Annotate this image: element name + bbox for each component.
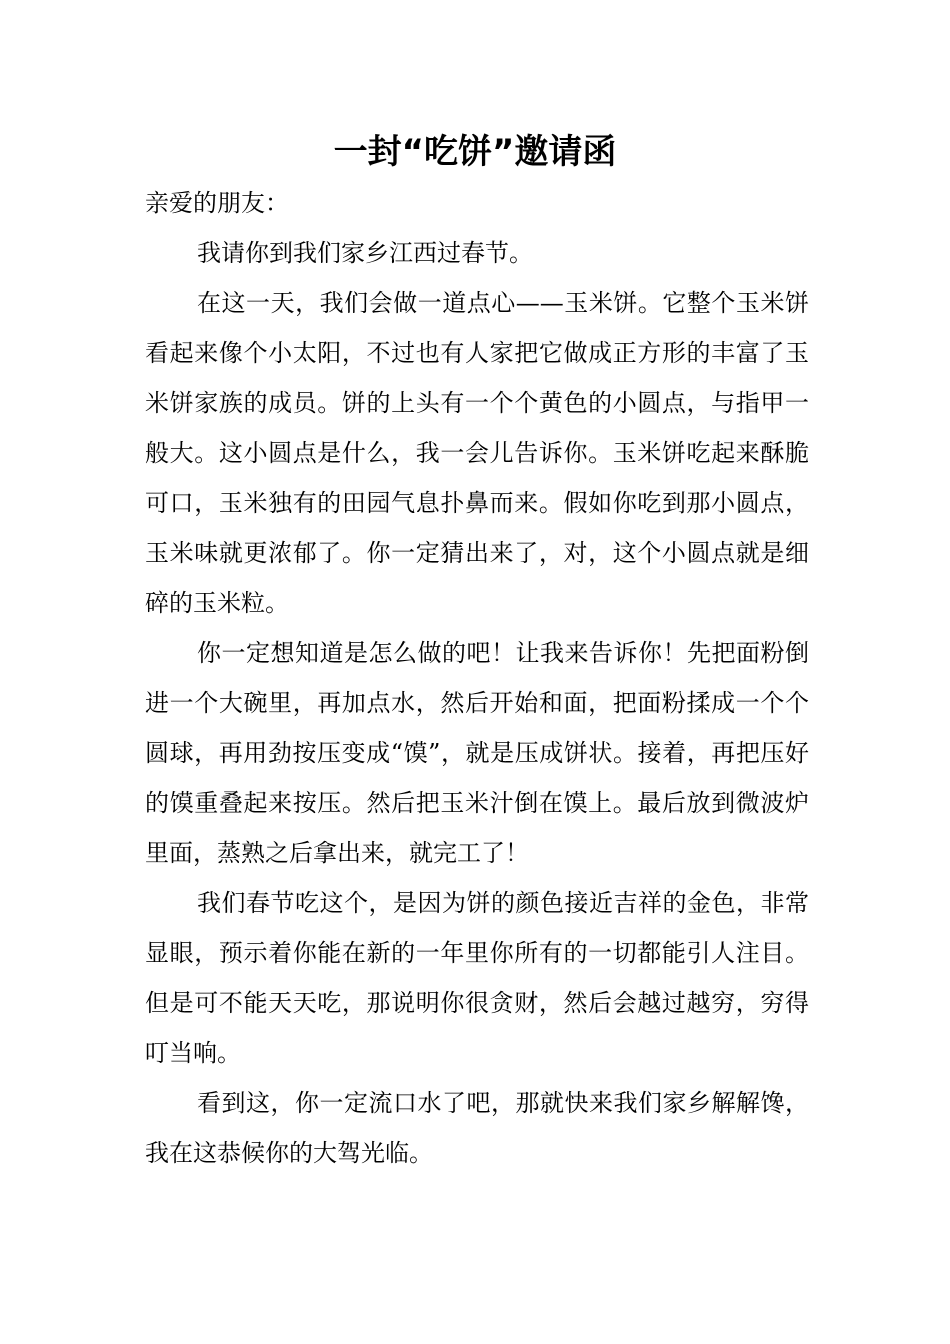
paragraph-2: 在这一天，我们会做一道点心——玉米饼。它整个玉米饼看起来像个小太阳，不过也有人家把它做成正方形的丰富了玉米饼家族的成员。饼的上头有一个个黄色的小圆点，与指甲一般大。这小圆点是什么，我一会儿告诉你。玉米饼吃起来酥脆可口，玉米独有的田园气息扑鼻而来。假如你吃到那小圆点，玉米味就更浓郁了。你一定猜出来了，对，这个小圆点就是细碎的玉米粒。 <box>145 289 809 617</box>
page-title: 一封“吃饼”邀请函 <box>333 132 617 172</box>
paragraph-4: 我们春节吃这个，是因为饼的颜色接近吉祥的金色，非常显眼，预示着你能在新的一年里你所有的一切都能引人注目。但是可不能天天吃，那说明你很贪财，然后会越过越穷，穷得叮当响。 <box>145 889 809 1067</box>
paragraph-1: 我请你到我们家乡江西过春节。 <box>197 239 533 267</box>
paragraph-3: 你一定想知道是怎么做的吧！让我来告诉你！先把面粉倒进一个大碗里，再加点水，然后开始和面，把面粉揉成一个个圆球，再用劲按压变成“馍”，就是压成饼状。接着，再把压好的馍重叠起来按压。然后把玉米汁倒在馍上。最后放到微波炉里面，蒸熟之后拿出来，就完工了！ <box>145 639 809 867</box>
salutation: 亲爱的朋友： <box>145 189 289 217</box>
letter-body <box>145 178 809 1178</box>
paragraph-5: 看到这，你一定流口水了吧，那就快来我们家乡解解馋，我在这恭候你的大驾光临。 <box>145 1089 809 1167</box>
